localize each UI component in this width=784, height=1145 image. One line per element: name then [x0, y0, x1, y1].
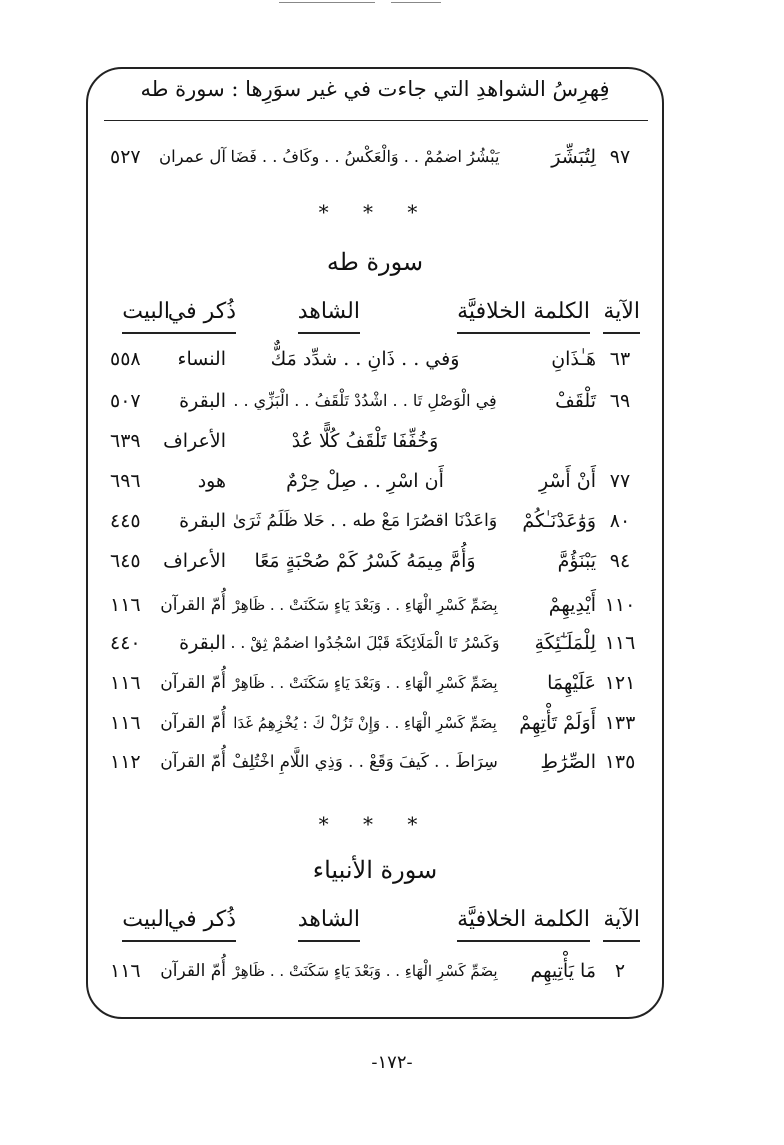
col-page: البيت: [122, 902, 170, 942]
verse-ref: ٥٥٨: [110, 348, 141, 370]
col-surah: ذُكر في: [168, 902, 236, 942]
disputed-word: أَنْ أَسْرِ: [539, 470, 596, 492]
intro-row: [110, 139, 640, 175]
surah-ref: أُمّ القرآن: [160, 595, 226, 615]
disputed-word: لِتُبَشِّرَ: [551, 146, 596, 168]
col-word: الكلمة الخلافيَّة: [457, 902, 590, 942]
verse-ref: ٤٤٥: [110, 510, 141, 532]
surah-ref: أُمّ القرآن: [160, 752, 226, 772]
aya-number: ١٢١: [604, 672, 636, 694]
disputed-word: أَوَلَمْ تَأْتِهِمْ: [519, 712, 596, 734]
surah-ref: الأعراف: [163, 550, 226, 572]
verse-ref: ٥٠٧: [110, 390, 141, 412]
aya-number: ٦٣: [609, 348, 631, 370]
table-row: [110, 503, 640, 539]
evidence-verse: وَاعَدْنَا اقصُرَا مَعْ طه . . حَلا ظَلَمُ ثَرَىٰ: [232, 511, 498, 531]
evidence-verse: بِضَمِّ كَسْرِ الْهَاءِ . . وَبَعْدَ يَاءٍ سَكَنَتْ . . ظَاهِرْ: [232, 674, 498, 692]
surah-ref: الأعراف: [163, 430, 226, 452]
disputed-word: عَلَيْهِمَا: [547, 672, 596, 694]
evidence-verse: فِي الْوَصْلِ تَا . . اشْدُدْ تَلْقَفُ . . الْبَزِّي . .: [233, 391, 497, 410]
disputed-word: لِلْمَلَـٰٓئِكَةِ: [534, 632, 596, 654]
col-word: الكلمة الخلافيَّة: [457, 294, 590, 334]
table-row: [110, 341, 640, 377]
evidence-verse: بِضَمِّ كَسْرِ الْهَاءِ . . وَبَعْدَ يَاءٍ سَكَنَتْ . . ظَاهِرْ: [232, 596, 498, 614]
disputed-word: تَلْقَفْ: [555, 390, 596, 412]
aya-number: ٧٧: [609, 470, 631, 492]
col-verse: الشاهد: [298, 902, 360, 942]
surah-ref: أُمّ القرآن: [160, 961, 226, 981]
col-surah: ذُكر في: [168, 294, 236, 334]
table-row: [110, 463, 640, 499]
column-headers: [110, 902, 640, 942]
surah-ref: البقرة: [179, 632, 226, 654]
aya-number: ١٣٣: [604, 712, 636, 734]
evidence-verse: أَن اسْرِ . . صِلْ حِرْمٌ: [286, 470, 444, 492]
top-rule-left: [279, 2, 375, 3]
header-rule: [104, 120, 648, 121]
verse-ref: ١١٢: [110, 751, 141, 773]
evidence-verse: وَفي . . ذَانِ . . شدِّد مَكٌّ: [270, 348, 460, 370]
table-row: [110, 705, 640, 741]
table-row: [110, 953, 640, 989]
disputed-word: وَوَٰعَدْنَـٰكُمْ: [522, 510, 596, 532]
surah-ref: هود: [197, 470, 226, 492]
page-number: -١٧٢-: [371, 1052, 413, 1073]
verse-ref: ٥٢٧: [110, 146, 141, 168]
table-row: [110, 665, 640, 701]
evidence-verse: بِضَمِّ كَسْرِ الْهَاءِ . . وَإِنْ تَزُلْ كَ : يُخْزِهِمُ غَدَا: [233, 714, 497, 732]
section-title: سورة الأنبياء: [312, 856, 438, 884]
verse-ref: ٤٤٠: [110, 632, 141, 654]
col-page: البيت: [122, 294, 170, 334]
top-rule-right: [391, 2, 441, 3]
table-row: [110, 543, 640, 579]
aya-number: ١٣٥: [604, 751, 636, 773]
surah-ref: أُمّ القرآن: [160, 713, 226, 733]
section-divider: * * *: [318, 200, 432, 224]
aya-number: ٢: [614, 960, 626, 982]
table-row: [110, 587, 640, 623]
section-divider: * * *: [318, 812, 432, 836]
verse-ref: ٦٣٩: [110, 430, 141, 452]
surah-ref: النساء: [177, 348, 226, 370]
running-header: فِهرِسُ الشواهدِ التي جاءت في غير سوَرِها : سورة طه: [140, 77, 610, 101]
col-verse: الشاهد: [298, 294, 360, 334]
table-row: [110, 383, 640, 419]
aya-number: ٩٧: [609, 146, 631, 168]
section-title: سورة طه: [326, 248, 424, 276]
table-row: [110, 423, 640, 459]
aya-number: ٨٠: [609, 510, 631, 532]
disputed-word: مَا يَأْتِيهِم: [530, 960, 596, 982]
disputed-word: يَبْنَؤُمَّ: [557, 550, 596, 572]
evidence-verse: وَأُمَّ مِيمَهُ كَسْرُ كَمْ صُحْبَةٍ مَعًا: [254, 550, 476, 572]
aya-number: ١١٠: [604, 594, 636, 616]
verse-ref: ٦٩٦: [110, 470, 141, 492]
evidence-verse: سِرَاطَ . . كَيفَ وَقَعْ . . وَذِي اللَّامِ اخْتُلِفْ: [232, 752, 498, 771]
verse-ref: ١١٦: [110, 594, 141, 616]
verse-ref: ٦٤٥: [110, 550, 141, 572]
evidence-verse: بِضَمِّ كَسْرِ الْهَاءِ . . وَبَعْدَ يَاءٍ سَكَنَتْ . . ظَاهِرْ: [232, 962, 498, 980]
table-row: [110, 625, 640, 661]
aya-number: ٩٤: [609, 550, 631, 572]
surah-ref: أُمّ القرآن: [160, 673, 226, 693]
column-headers: [110, 294, 640, 334]
disputed-word: الصِّرَٰطِ: [540, 751, 596, 773]
col-aya: الآية: [603, 902, 640, 942]
col-aya: الآية: [603, 294, 640, 334]
verse-ref: ١١٦: [110, 672, 141, 694]
surah-ref: آل عمران: [158, 147, 226, 166]
disputed-word: أَيْدِيهِمْ: [548, 594, 596, 616]
aya-number: ٦٩: [609, 390, 631, 412]
surah-ref: البقرة: [179, 390, 226, 412]
disputed-word: هَـٰذَانِ: [551, 348, 596, 370]
evidence-verse: يَبْشُرُ اضمُمْ . . وَالْعَكْسُ . . وكَافُ . . فَضَا: [230, 147, 500, 166]
evidence-verse: وَكَسْرُ تَا الْمَلَائِكَةَ قَبْلَ اسْجُدُوا اضمُمْ ثِقْ . .: [230, 634, 500, 652]
evidence-verse: وَخُفِّفَا تَلْقَفُ كُلًّا عُدْ: [291, 430, 439, 452]
verse-ref: ١١٦: [110, 960, 141, 982]
surah-ref: البقرة: [179, 510, 226, 532]
table-row: [110, 744, 640, 780]
aya-number: ١١٦: [604, 632, 636, 654]
verse-ref: ١١٦: [110, 712, 141, 734]
